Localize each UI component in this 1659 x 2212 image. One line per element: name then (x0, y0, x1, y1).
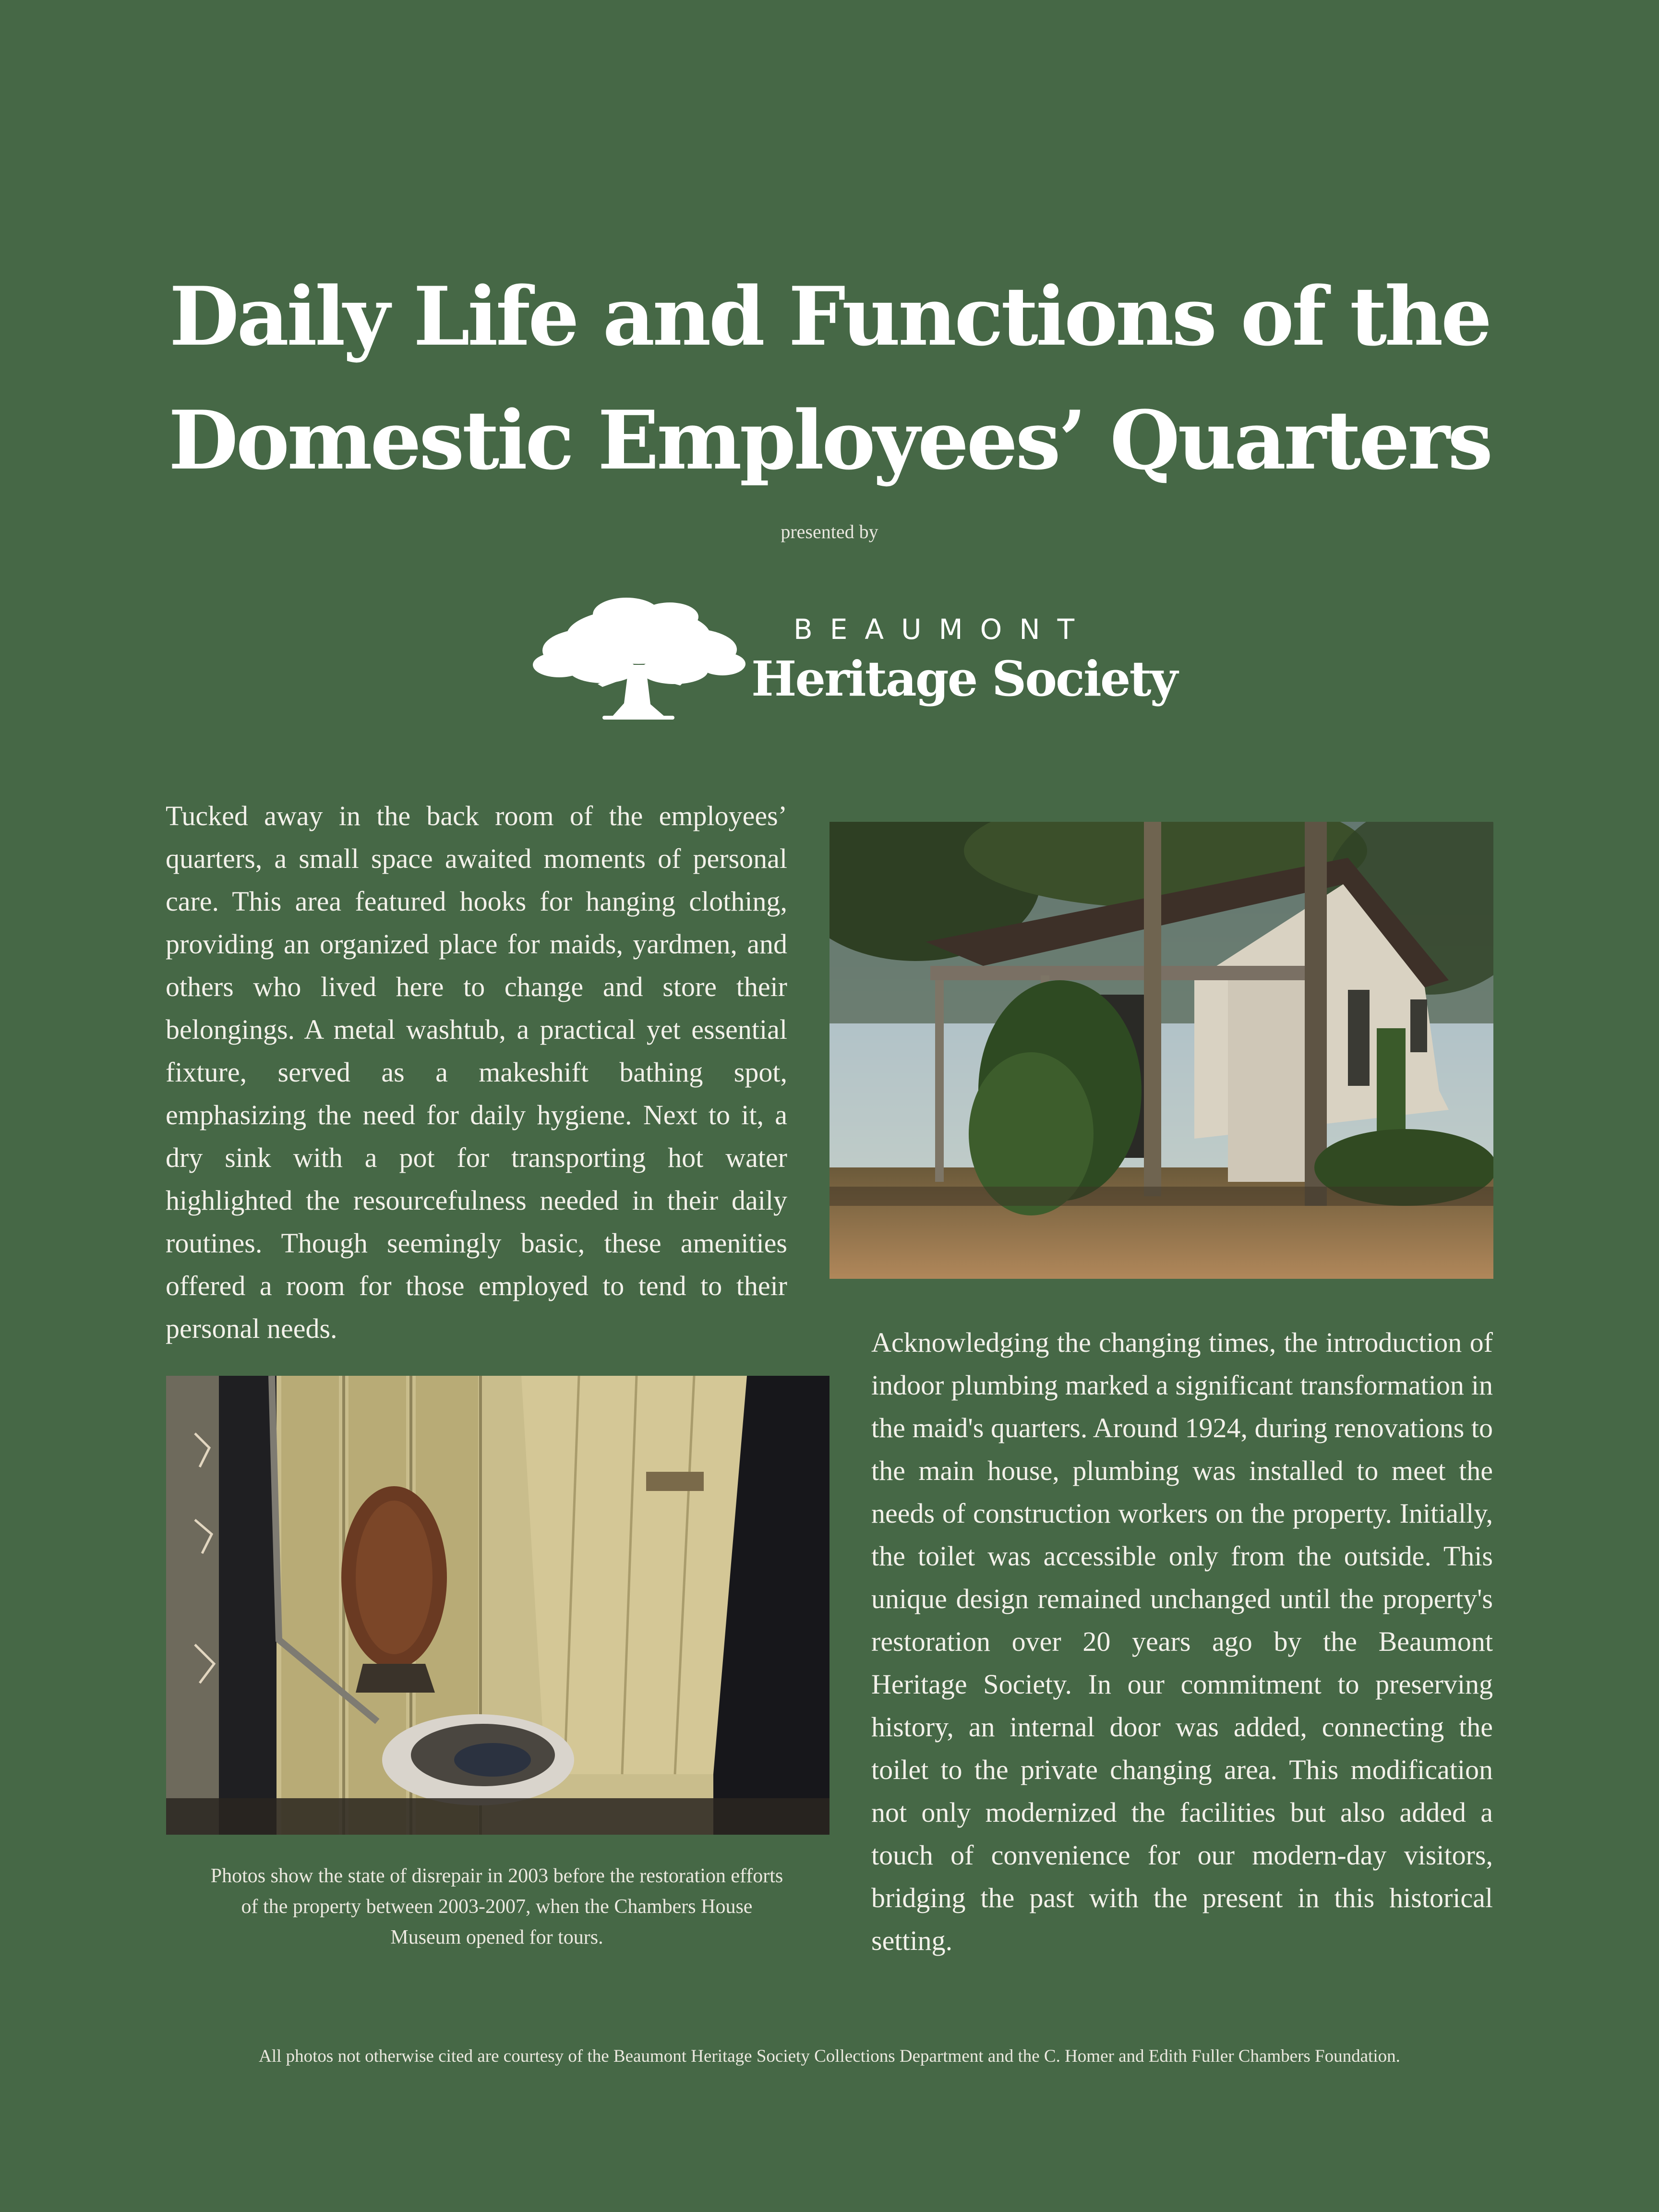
paragraph-indoor-plumbing: Acknowledging the changing times, the introduction of indoor plumbing marked a significant transformation in the maid's quarters. Around 1924, during renovations to the main house, plumbing was installed to meet the needs of construction workers on the property. Initially, the toilet was accessible only from the outside. This unique design remained unchanged until the property's restoration over 20 years ago by the Beaumont Heritage Society. In our commitment to preserving history, an internal door was added, connecting the toilet to the private changing area. This modification not only modernized the facilities but also added a touch of convenience for our modern-day visitors, bridging the past with the present in this historical setting. (871, 1327, 1493, 1956)
photo-caption: Photos show the state of disrepair in 2003 before the restoration efforts of the property between 2003-2007, when the Chambers House Museum opened for tours. (210, 1865, 783, 1948)
paragraph-changing-area: Tucked away in the back room of the employees’ quarters, a small space awaited moments of personal care. This area featured hooks for hanging clothing, providing an organized place for maids, yardmen, and others who lived here to change and store their belongings. A metal washtub, a practical yet essential fixture, served as a makeshift bathing spot, emphasizing the need for daily hygiene. Next to it, a dry sink with a pot for transporting hot water highlighted the resourcefulness needed in their daily routines. Though seemingly basic, these amenities offered a room for those employed to tend to their personal needs. (166, 800, 787, 1344)
page-title (96, 254, 1563, 502)
house-photo-image (830, 822, 1493, 1279)
oak-tree-icon (530, 593, 746, 722)
toilet-photo-image (166, 1376, 830, 1835)
logo-wordmark-top: BEAUMONT (793, 613, 1092, 646)
logo-wordmark-bottom: Heritage Society (751, 650, 1177, 707)
title-line-1: Daily Life and Functions of the (169, 269, 1490, 364)
title-line-2: Domestic Employees’ Quarters (168, 393, 1491, 488)
photo-credit-footer: All photos not otherwise cited are courtesy of the Beaumont Heritage Society Collections Department and the C. Homer and Edith Fuller Chambers Foundation. (259, 2046, 1400, 2066)
presented-by: presented by (781, 521, 878, 542)
house-photo (830, 822, 1493, 1279)
beaumont-heritage-society-logo (530, 588, 1177, 727)
toilet-photo (166, 1376, 830, 1835)
